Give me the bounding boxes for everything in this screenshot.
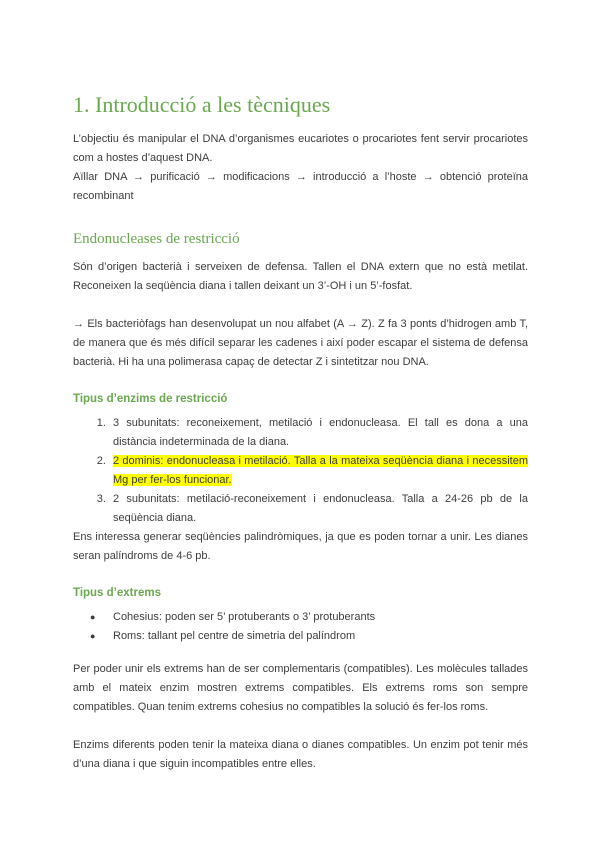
highlighted-text: 2 dominis: endonucleasa i metilació. Talla a la mateixa seqüència diana i necessitem Mg per fer-los funcionar. (113, 455, 528, 486)
intro-paragraph: L’objectiu és manipular el DNA d’organismes eucariotes o procariotes fent servir procariotes com a hostes d’aquest DNA. (73, 133, 528, 164)
intro-workflow: Aïllar DNA → purificació → modificacions → introducció a l’hoste → obtenció proteïna recombinant (73, 171, 528, 202)
list-item-highlighted (109, 452, 528, 490)
bullet-icon: ● (90, 612, 96, 622)
enzymes-targets-paragraph: Enzims diferents poden tenir la mateixa diana o dianes compatibles. Un enzim pot tenir més d’una diana i que siguin incompatibles entre elles. (73, 739, 528, 770)
list-item: 1. 3 subunitats: reconeixement, metilació i endonucleasa. El tall es dona a una distància indeterminada de la diana. (109, 414, 528, 452)
bacteriophage-paragraph: → Els bacteriòfags han desenvolupat un nou alfabet (A → Z). Z fa 3 ponts d’hidrogen amb T, de manera que és més difícil separar les cadenes i així poder escapar el sistema de defensa bacterià. Hi ha una polimerasa capaç de detectar Z i sintetitzar nou DNA. (73, 318, 528, 368)
subheading-enzyme-types: Tipus d’enzims de restricció (73, 393, 228, 405)
list-item: ● Roms: tallant pel centre de simetria del palíndrom (109, 627, 528, 646)
spacer (73, 296, 528, 315)
document-content (73, 90, 528, 774)
list-item: 3. 2 subunitats: metilació-reconeixement i endonucleasa. Talla a 24-26 pb de la seqüència diana. (109, 490, 528, 528)
enzyme-types-list (73, 414, 528, 528)
bullet-icon: ● (90, 631, 96, 641)
section-heading-endonucleases: Endonucleases de restricció (73, 231, 240, 247)
endonucleases-paragraph: Són d’origen bacterià i serveixen de defensa. Tallen el DNA extern que no està metilat. Reconeixen la seqüència diana i tallen deixant un 3’-OH i un 5’-fosfat. (73, 261, 528, 292)
page-title: 1. Introducció a les tècniques (73, 92, 331, 117)
subheading-ends-types: Tipus d’extrems (73, 587, 161, 599)
list-item: ● Cohesius: poden ser 5’ protuberants o 3’ protuberants (109, 608, 528, 627)
palindrome-paragraph: Ens interessa generar seqüències palindròmiques, ja que es poden tornar a unir. Les dianes seran palíndroms de 4-6 pb. (73, 531, 528, 562)
ends-types-list (73, 608, 528, 646)
spacer (73, 646, 528, 660)
compatibility-paragraph: Per poder unir els extrems han de ser complementaris (compatibles). Les molècules tallades amb el mateix enzim mostren extrems compatibles. Els extrems roms son sempre compatibles. Quan tenim extrems cohesius no compatibles la solució és fer-los roms. (73, 663, 528, 713)
spacer (73, 717, 528, 736)
